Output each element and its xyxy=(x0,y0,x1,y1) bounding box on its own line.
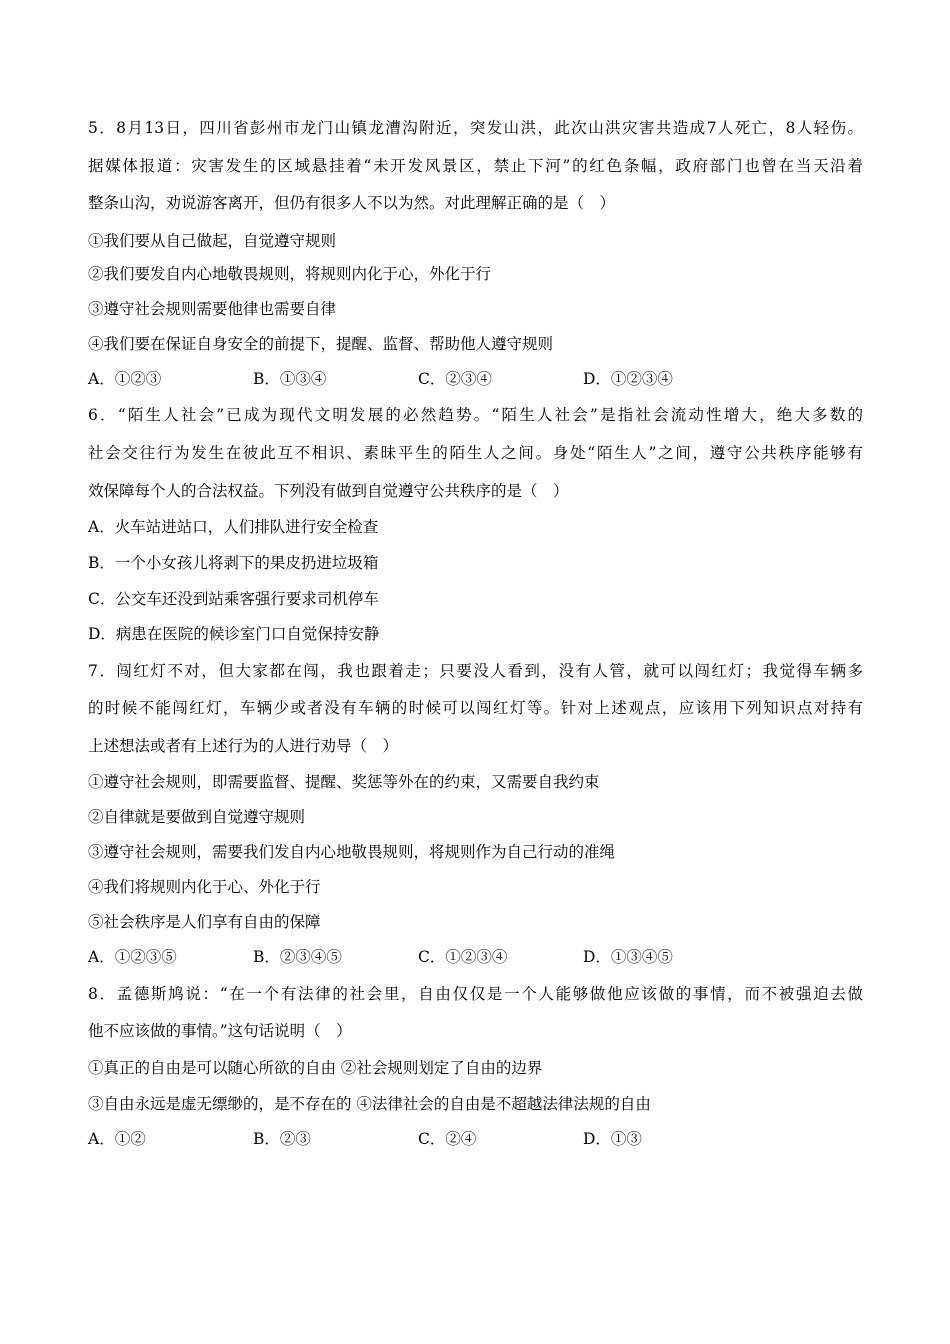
question-7-stem-line-2: 的时候不能闯红灯，车辆少或者没有车辆的时候可以闯红灯等。针对上述观点，应该用下列知识点对持有 xyxy=(88,699,863,717)
question-5-stem-line-3: 整条山沟，劝说游客离开，但仍有很多人不以为然。对此理解正确的是（ ） xyxy=(88,194,616,212)
question-5-statement-3: ③遵守社会规则需要他律也需要自律 xyxy=(88,300,337,318)
question-6-option-a: A．火车站进站口，人们排队进行安全检查 xyxy=(88,518,379,536)
question-6-stem-line-2: 社会交往行为发生在彼此互不相识、素昧平生的陌生人之间。身处“陌生人”之间，遵守公共秩序能够有 xyxy=(88,444,863,462)
question-7-statement-3: ③遵守社会规则，需要我们发自内心地敬畏规则，将规则作为自己行动的准绳 xyxy=(88,843,616,861)
question-8-option-b: B．②③ xyxy=(253,1130,311,1148)
question-7-option-c: C．①②③④ xyxy=(418,948,508,966)
question-7-statement-1: ①遵守社会规则，即需要监督、提醒、奖惩等外在的约束，又需要自我约束 xyxy=(88,773,600,791)
question-6-option-b: B．一个小女孩儿将剥下的果皮扔进垃圾箱 xyxy=(88,554,379,572)
question-7-statement-4: ④我们将规则内化于心、外化于行 xyxy=(88,878,321,896)
question-6-option-d: D．病患在医院的候诊室门口自觉保持安静 xyxy=(88,625,380,643)
question-7-statement-5: ⑤社会秩序是人们享有自由的保障 xyxy=(88,913,321,931)
question-6-stem-line-1: 6．“陌生人社会”已成为现代文明发展的必然趋势。“陌生人社会”是指社会流动性增大，绝大多数的 xyxy=(88,406,863,424)
question-5-option-a: A．①②③ xyxy=(88,370,162,388)
question-8-option-c: C．②④ xyxy=(418,1130,477,1148)
question-8-stem-line-1: 8．孟德斯鸠说：“在一个有法律的社会里，自由仅仅是一个人能够做他应该做的事情，而不被强迫去做 xyxy=(88,985,863,1003)
question-5-stem-line-2: 据媒体报道：灾害发生的区域悬挂着“未开发风景区，禁止下河”的红色条幅，政府部门也曾在当天沿着 xyxy=(88,157,863,175)
question-8-statement-1: ①真正的自由是可以随心所欲的自由 ②社会规则划定了自由的边界 xyxy=(88,1059,543,1077)
question-8-option-d: D．①③ xyxy=(583,1130,642,1148)
question-5-statement-1: ①我们要从自己做起，自觉遵守规则 xyxy=(88,232,337,250)
question-5-statement-4: ④我们要在保证自身安全的前提下，提醒、监督、帮助他人遵守规则 xyxy=(88,335,554,353)
question-5-option-d: D．①②③④ xyxy=(583,370,673,388)
question-7-option-a: A．①②③⑤ xyxy=(88,948,177,966)
question-5-statement-2: ②我们要发自内心地敬畏规则，将规则内化于心，外化于行 xyxy=(88,265,492,283)
question-7-stem-line-3: 上述想法或者有上述行为的人进行劝导（ ） xyxy=(88,737,399,755)
question-8-statement-2: ③自由永远是虚无缥缈的，是不存在的 ④法律社会的自由是不超越法律法规的自由 xyxy=(88,1095,651,1113)
question-6-option-c: C．公交车还没到站乘客强行要求司机停车 xyxy=(88,590,379,608)
question-6-stem-line-3: 效保障每个人的合法权益。下列没有做到自觉遵守公共秩序的是（ ） xyxy=(88,482,569,500)
question-7-stem-line-1: 7．闯红灯不对，但大家都在闯，我也跟着走；只要没人看到，没有人管，就可以闯红灯；我觉得车辆多 xyxy=(88,662,863,680)
question-5-stem-line-1: 5．8月13日，四川省彭州市龙门山镇龙漕沟附近，突发山洪，此次山洪灾害共造成7人死亡，8人轻伤。 xyxy=(88,119,863,137)
question-8-stem-line-2: 他不应该做的事情。”这句话说明（ ） xyxy=(88,1022,352,1040)
question-5-option-b: B．①③④ xyxy=(253,370,327,388)
question-7-option-b: B．②③④⑤ xyxy=(253,948,342,966)
question-7-statement-2: ②自律就是要做到自觉遵守规则 xyxy=(88,808,306,826)
question-7-option-d: D．①③④⑤ xyxy=(583,948,673,966)
question-5-option-c: C．②③④ xyxy=(418,370,492,388)
question-8-option-a: A．①② xyxy=(88,1130,146,1148)
